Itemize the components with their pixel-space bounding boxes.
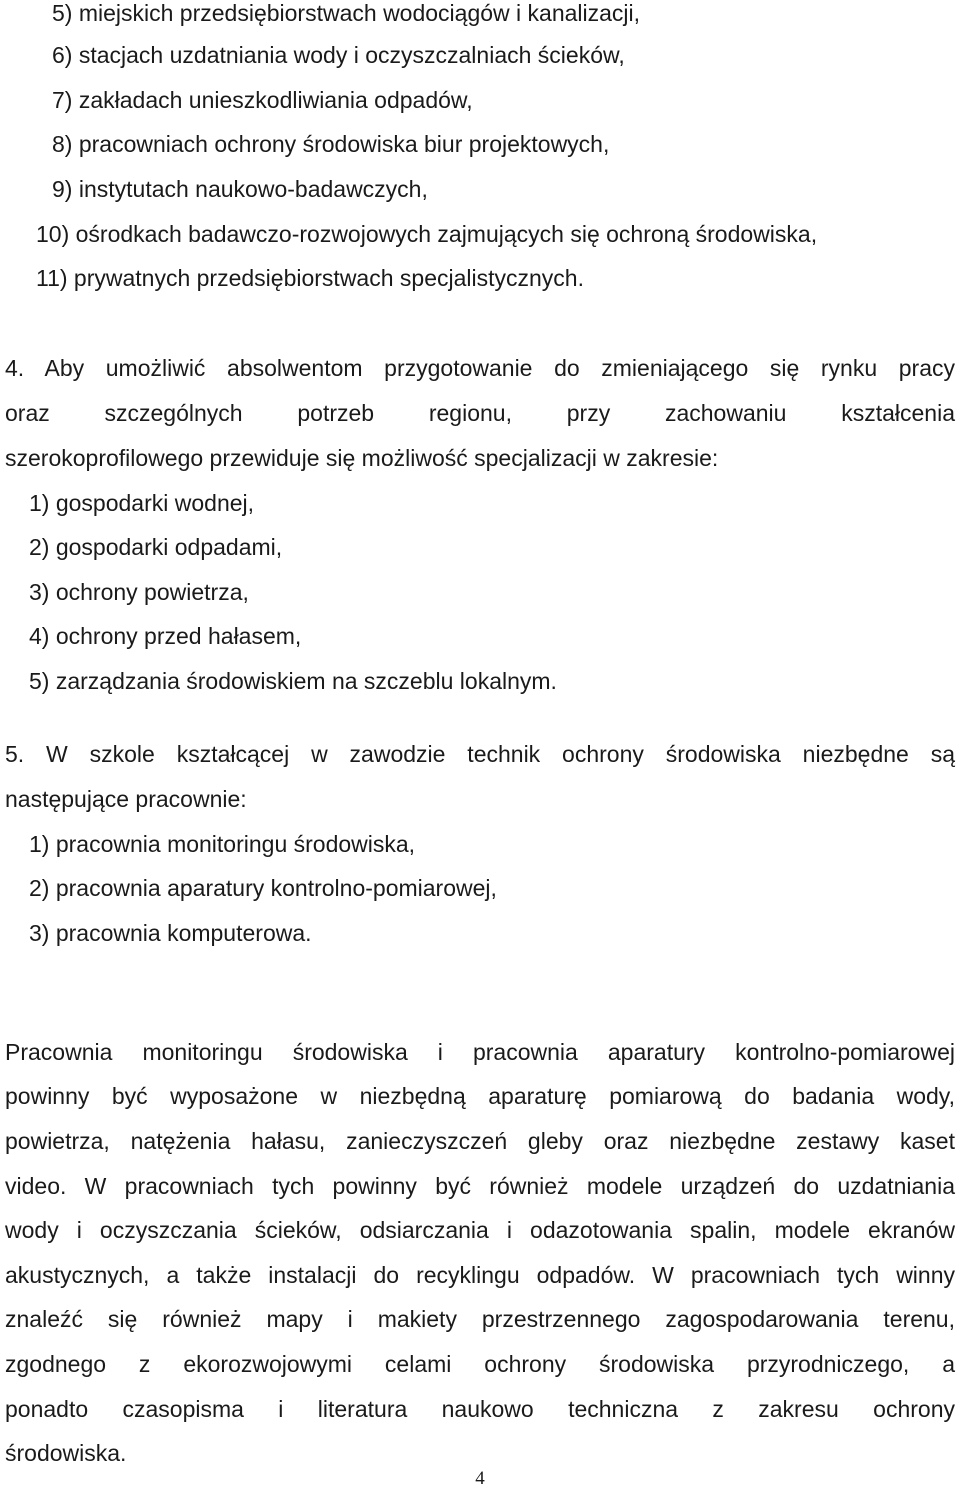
section-5-line: następujące pracownie: — [5, 786, 247, 812]
section-4-line: oraz szczególnych potrzeb regionu, przy zachowaniu kształcenia — [5, 400, 955, 426]
list-item: 5) miejskich przedsiębiorstwach wodociągów i kanalizacji, — [52, 0, 641, 26]
paragraph-line: powinny być wyposażone w niezbędną aparaturę pomiarową do badania wody, — [5, 1083, 955, 1109]
paragraph-line: video. W pracowniach tych powinny być również modele urządzeń do uzdatniania — [5, 1173, 955, 1199]
section-4-line: 4. Aby umożliwić absolwentom przygotowanie do zmieniającego się rynku pracy — [5, 355, 955, 381]
list-item: 10) ośrodkach badawczo-rozwojowych zajmujących się ochroną środowiska, — [36, 221, 818, 247]
list-item: 1) pracownia monitoringu środowiska, — [29, 831, 416, 857]
list-item: 5) zarządzania środowiskiem na szczeblu lokalnym. — [29, 668, 557, 694]
section-4-line: szerokoprofilowego przewiduje się możliwość specjalizacji w zakresie: — [5, 445, 719, 471]
paragraph-line: Pracownia monitoringu środowiska i pracownia aparatury kontrolno-pomiarowej — [5, 1039, 955, 1065]
paragraph-line: akustycznych, a także instalacji do recyklingu odpadów. W pracowniach tych winny — [5, 1262, 955, 1288]
list-item: 2) pracownia aparatury kontrolno-pomiarowej, — [29, 875, 497, 901]
paragraph-line: powietrza, natężenia hałasu, zanieczyszczeń gleby oraz niezbędne zestawy kaset — [5, 1128, 955, 1154]
page-number: 4 — [475, 1468, 485, 1489]
list-item: 3) ochrony powietrza, — [29, 579, 249, 605]
list-item: 8) pracowniach ochrony środowiska biur projektowych, — [52, 131, 610, 157]
paragraph-line: wody i oczyszczania ścieków, odsiarczania i odazotowania spalin, modele ekranów — [5, 1217, 955, 1243]
list-item: 11) prywatnych przedsiębiorstwach specjalistycznych. — [36, 265, 584, 291]
list-item: 3) pracownia komputerowa. — [29, 920, 312, 946]
list-item: 7) zakładach unieszkodliwiania odpadów, — [52, 87, 473, 113]
paragraph-line: zgodnego z ekorozwojowymi celami ochrony środowiska przyrodniczego, a — [5, 1351, 955, 1377]
list-item: 9) instytutach naukowo-badawczych, — [52, 176, 428, 202]
section-5-line: 5. W szkole kształcącej w zawodzie technik ochrony środowiska niezbędne są — [5, 741, 955, 767]
paragraph-line: środowiska. — [5, 1440, 127, 1466]
list-item: 1) gospodarki wodnej, — [29, 490, 255, 516]
list-item: 6) stacjach uzdatniania wody i oczyszczalniach ścieków, — [52, 42, 625, 68]
list-item: 4) ochrony przed hałasem, — [29, 623, 302, 649]
paragraph-line: ponadto czasopisma i literatura naukowo techniczna z zakresu ochrony — [5, 1396, 955, 1422]
paragraph-line: znaleźć się również mapy i makiety przestrzennego zagospodarowania terenu, — [5, 1306, 955, 1332]
list-item: 2) gospodarki odpadami, — [29, 534, 283, 560]
